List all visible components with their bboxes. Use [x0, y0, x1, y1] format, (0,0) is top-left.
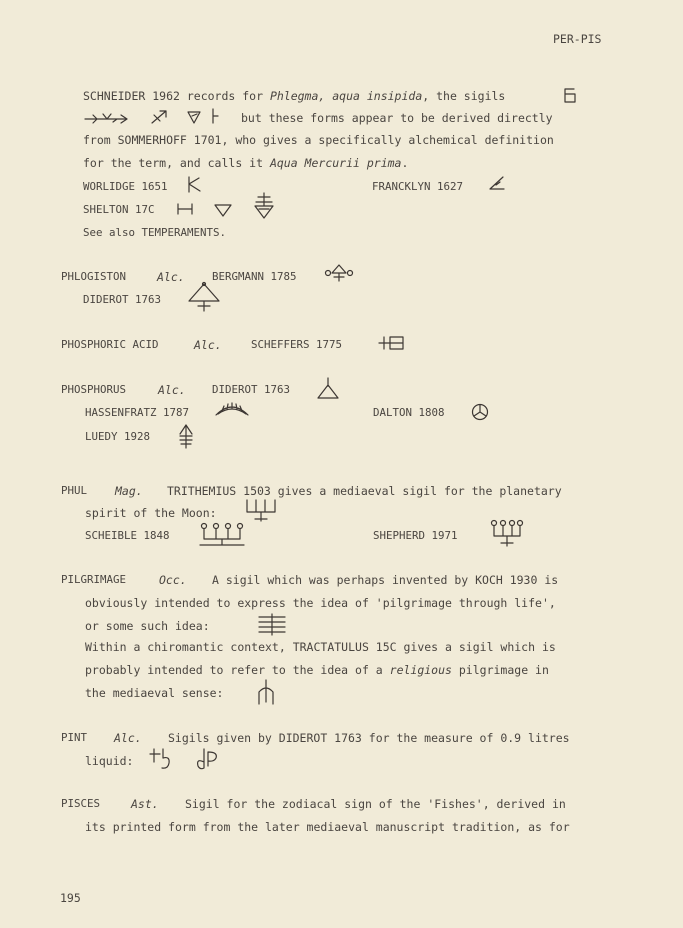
- phul-line-1: TRITHEMIUS 1503 gives a mediaeval sigil for the planetary: [167, 484, 562, 498]
- pilgrimage-italic: religious: [389, 663, 452, 677]
- sigil-comb-icon: [198, 517, 246, 547]
- pilgrimage-line-3: or some such idea:: [85, 619, 210, 633]
- entry-term: PHOSPHORIC ACID: [61, 338, 159, 351]
- sigil-hatched-arc-icon: [214, 401, 250, 419]
- sigil-triangle-cross-icon: [186, 281, 222, 313]
- sigil-horizontal-lines-icon: [256, 612, 288, 636]
- entry-tag: Alc.: [158, 383, 186, 397]
- source-shelton: SHELTON 17C: [83, 203, 155, 216]
- entry-tag: Ast.: [131, 797, 159, 811]
- phlegma-italic: Phlegma, aqua insipida: [269, 89, 423, 103]
- entry-term: PHUL: [61, 484, 88, 497]
- phul-line-2: spirit of the Moon:: [85, 506, 217, 520]
- sigil-triangle-down-icon: [187, 110, 201, 124]
- source-diderot: DIDEROT 1763: [83, 293, 162, 306]
- source-hassenfratz: HASSENFRATZ 1787: [85, 406, 190, 419]
- pilgrimage-text: probably intended to refer to the idea of a: [85, 663, 390, 677]
- sigil-cross-triangle-icon: [316, 376, 340, 400]
- source-scheible: SCHEIBLE 1848: [85, 529, 170, 542]
- source-shepherd: SHEPHERD 1971: [373, 529, 458, 542]
- sigil-h-bar-icon: [176, 202, 194, 216]
- sigil-triangle-bars-icon: [176, 422, 196, 450]
- pilgrimage-text: pilgrimage in: [451, 663, 549, 677]
- pilgrimage-line-1: A sigil which was perhaps invented by KOCH 1930 is: [212, 573, 559, 587]
- entry-tag: Occ.: [159, 573, 187, 587]
- sigil-long-arrow-icon: [83, 109, 129, 125]
- entry-term: PHLOGISTON: [61, 270, 127, 283]
- source-bergmann: BERGMANN 1785: [212, 270, 297, 283]
- sigil-comb-icon: [488, 516, 528, 548]
- pilgrimage-line-5: [85, 663, 549, 677]
- sigil-cross-box-icon: [377, 334, 405, 352]
- entry-term: PHOSPHORUS: [61, 383, 127, 396]
- phlegma-text: .: [401, 156, 409, 170]
- source-francklyn: FRANCKLYN 1627: [372, 180, 464, 193]
- phlegma-text: SCHNEIDER 1962 records for: [83, 89, 270, 103]
- entry-tag: Alc.: [157, 270, 185, 284]
- sigil-cross-triangle-icon: [252, 192, 276, 220]
- running-head: PER-PIS: [553, 32, 602, 46]
- see-also: See also TEMPERAMENTS.: [83, 226, 227, 239]
- entry-tag: Mag.: [115, 484, 143, 498]
- sigil-triangle-down-icon: [213, 203, 233, 217]
- sigil-circle-y-icon: [471, 403, 489, 421]
- phlegma-text: for the term, and calls it: [83, 156, 270, 170]
- pisces-line-1: Sigil for the zodiacal sign of the 'Fishes', derived in: [185, 797, 566, 811]
- phlegma-line-2: but these forms appear to be derived directly: [241, 111, 553, 125]
- sigil-triangle-cross-circles-icon: [324, 263, 354, 283]
- sigil-upright-cross-icon: [210, 108, 220, 124]
- pint-line-2: liquid:: [85, 754, 134, 768]
- entry-tag: Alc.: [194, 338, 222, 352]
- phlegma-line-1: [83, 89, 505, 103]
- pilgrimage-line-4: Within a chiromantic context, TRACTATULUS 15C gives a sigil which is: [85, 640, 556, 654]
- pint-line-1: Sigils given by DIDEROT 1763 for the measure of 0.9 litres: [168, 731, 570, 745]
- pilgrimage-line-2: obviously intended to express the idea of 'pilgrimage through life',: [85, 596, 556, 610]
- sigil-flag-icon: [186, 175, 202, 193]
- phlegma-line-4: [83, 156, 408, 170]
- entry-tag: Alc.: [114, 731, 142, 745]
- sigil-comb-icon: [244, 497, 278, 523]
- sigil-e-in-box-icon: [562, 86, 578, 104]
- phlegma-italic: Aqua Mercurii prima: [269, 156, 402, 170]
- pisces-line-2: its printed form from the later mediaeval manuscript tradition, as for: [85, 820, 570, 834]
- source-luedy: LUEDY 1928: [85, 430, 151, 443]
- page-number: 195: [60, 891, 81, 905]
- source-dalton: DALTON 1808: [373, 406, 445, 419]
- phlegma-line-3: from SOMMERHOFF 1701, who gives a specifically alchemical definition: [83, 133, 554, 147]
- phlegma-text: , the sigils: [422, 89, 506, 103]
- sigil-saturn-like-icon: [148, 746, 174, 772]
- source-scheffers: SCHEFFERS 1775: [251, 338, 343, 351]
- sigil-angle-icon: [488, 174, 506, 192]
- entry-term: PILGRIMAGE: [61, 573, 127, 586]
- entry-term: PINT: [61, 731, 88, 744]
- sigil-d-p-icon: [194, 746, 220, 772]
- source-diderot: DIDEROT 1763: [212, 383, 291, 396]
- source-worlidge: WORLIDGE 1651: [83, 180, 168, 193]
- sigil-arrow-cross-icon: [150, 109, 168, 125]
- sigil-arch-cross-icon: [256, 678, 276, 706]
- pilgrimage-line-6: the mediaeval sense:: [85, 686, 224, 700]
- entry-term: PISCES: [61, 797, 101, 810]
